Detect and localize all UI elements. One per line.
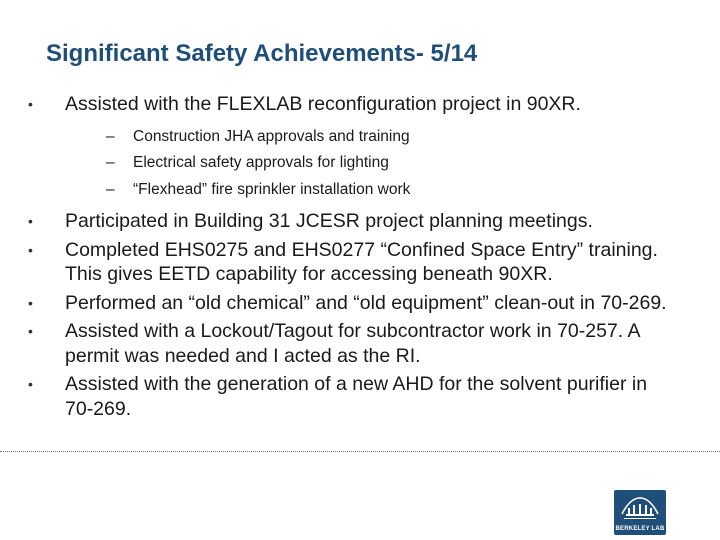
bullet-item bbox=[28, 372, 678, 421]
footer-divider bbox=[0, 451, 720, 452]
bullet-text: Completed EHS0275 and EHS0277 “Confined Space Entry” training. This gives EETD capability for accessing beneath 90XR. bbox=[65, 238, 658, 285]
bullet-text: Performed an “old chemical” and “old equipment” clean-out in 70-269. bbox=[65, 291, 667, 314]
slide-title: Significant Safety Achievements- 5/14 bbox=[46, 40, 478, 67]
sub-bullet-item bbox=[65, 150, 678, 177]
sub-bullet-text: Electrical safety approvals for lighting bbox=[133, 154, 389, 171]
bullet-item bbox=[28, 319, 678, 368]
bullet-icon: • bbox=[28, 213, 33, 229]
sub-bullet-text: Construction JHA approvals and training bbox=[133, 127, 410, 145]
dash-icon: – bbox=[106, 127, 115, 145]
sub-bullet-item bbox=[65, 177, 678, 204]
sub-bullet-item bbox=[65, 124, 678, 151]
bullet-item bbox=[28, 92, 678, 203]
bullet-item bbox=[28, 209, 678, 234]
bullet-text: Assisted with the FLEXLAB reconfiguration project in 90XR. bbox=[65, 93, 581, 115]
bullet-list bbox=[28, 92, 678, 425]
bullet-icon: • bbox=[28, 241, 33, 258]
berkeley-lab-logo-icon bbox=[614, 490, 666, 535]
bullet-icon: • bbox=[28, 96, 33, 112]
bullet-icon: • bbox=[28, 376, 33, 392]
bullet-icon: • bbox=[28, 323, 33, 339]
bullet-icon: • bbox=[28, 294, 33, 311]
sub-bullet-list bbox=[65, 124, 678, 204]
dash-icon: – bbox=[106, 180, 115, 198]
bullet-text: Assisted with a Lockout/Tagout for subcontractor work in 70-257. A permit was needed and I acted as the RI. bbox=[65, 320, 640, 367]
sub-bullet-text: “Flexhead” fire sprinkler installation work bbox=[133, 180, 411, 198]
berkeley-lab-logo-graphic bbox=[614, 490, 666, 526]
bullet-text: Participated in Building 31 JCESR project planning meetings. bbox=[65, 210, 593, 232]
bullet-item bbox=[28, 291, 678, 316]
bullet-item bbox=[28, 238, 678, 287]
logo-text: BERKELEY LAB bbox=[615, 526, 665, 532]
bullet-text: Assisted with the generation of a new AHD for the solvent purifier in 70-269. bbox=[65, 373, 648, 420]
dash-icon: – bbox=[106, 154, 115, 171]
